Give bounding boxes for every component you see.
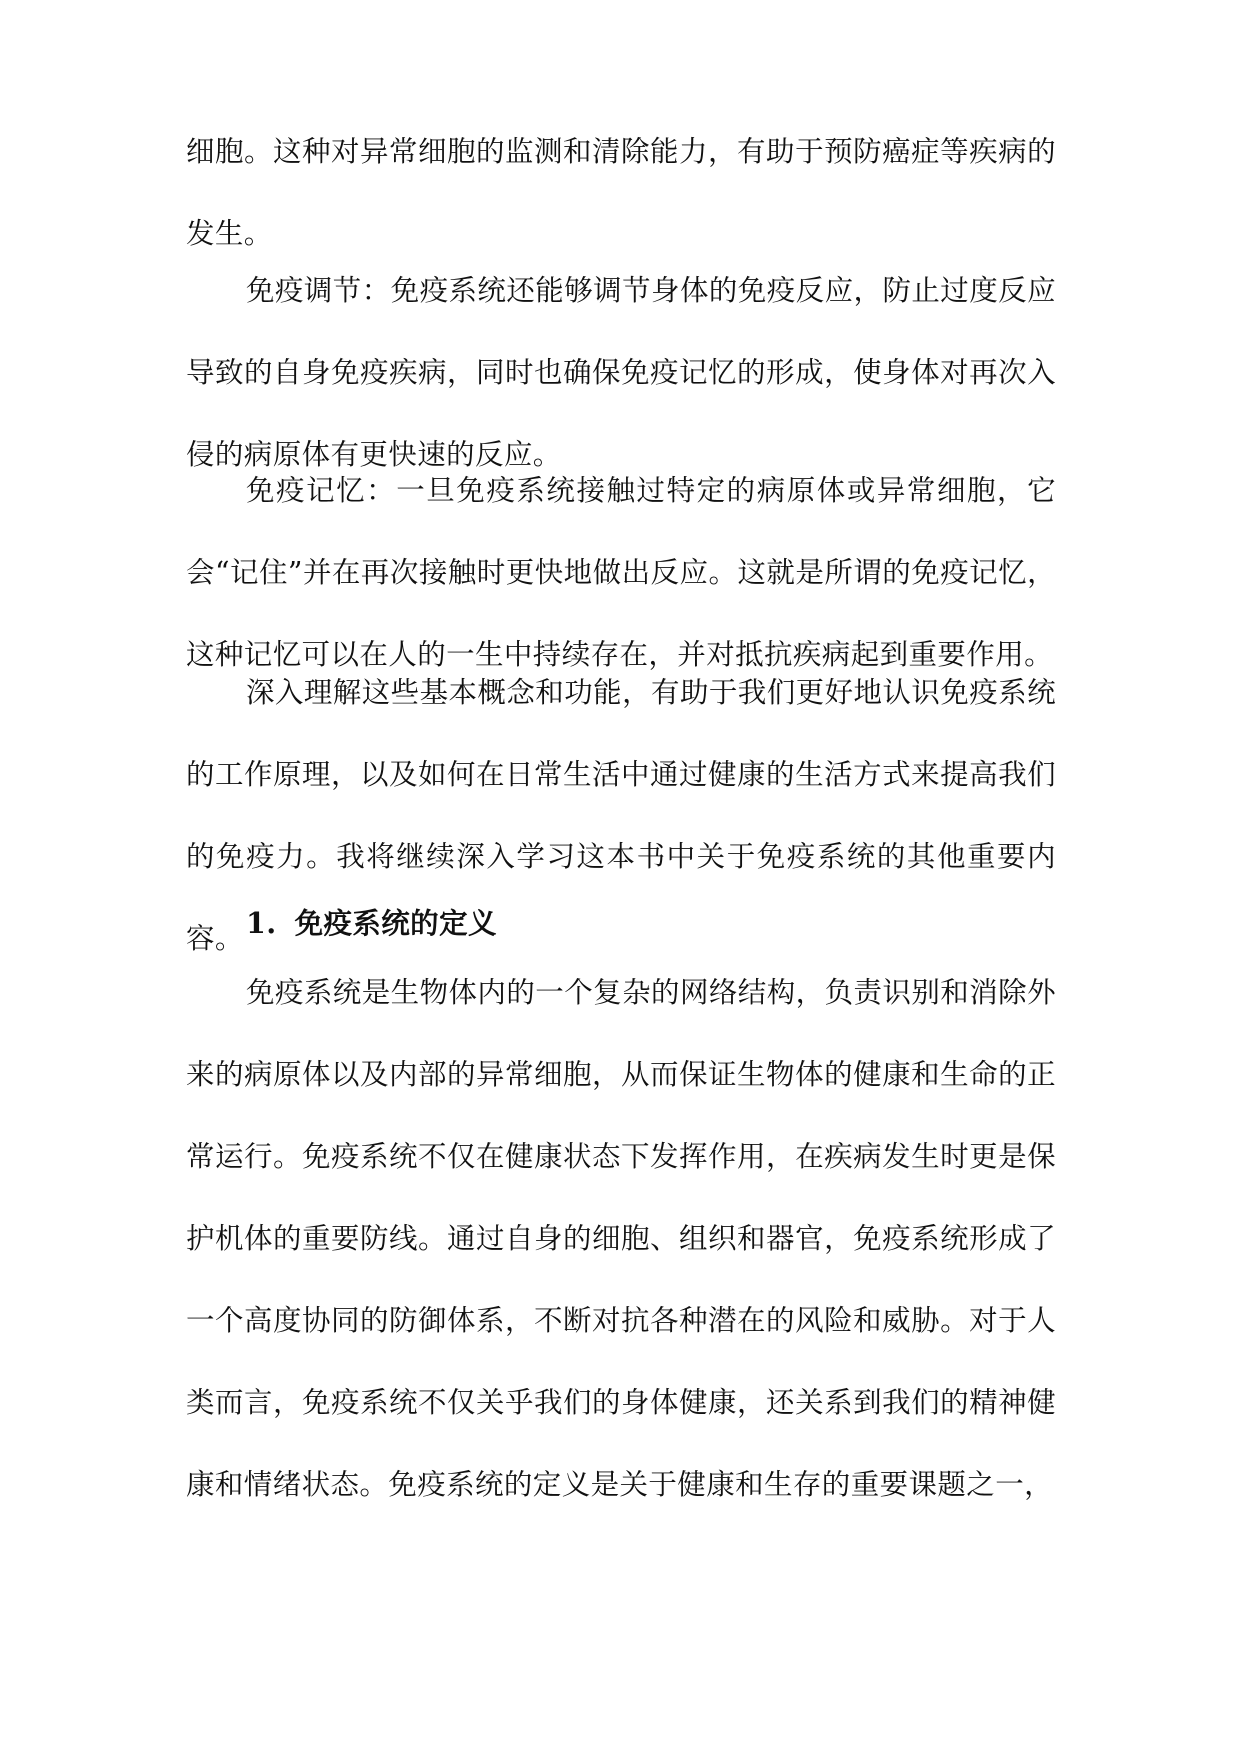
section-number: 1. bbox=[246, 906, 277, 940]
section-title: 免疫系统的定义 bbox=[294, 906, 497, 940]
paragraph-immune-memory: 免疫记忆：一旦免疫系统接触过特定的病原体或异常细胞，它会“记住”并在再次接触时更快地做出反应。这就是所谓的免疫记忆，这种记忆可以在人的一生中持续存在，并对抵抗疾病起到重要作用。 bbox=[186, 474, 1056, 671]
paragraph-immune-regulation: 免疫调节：免疫系统还能够调节身体的免疫反应，防止过度反应导致的自身免疫疾病，同时也确保免疫记忆的形成，使身体对再次入侵的病原体有更快速的反应。 bbox=[186, 274, 1056, 471]
paragraph-definition: 免疫系统是生物体内的一个复杂的网络结构，负责识别和消除外来的病原体以及内部的异常细胞，从而保证生物体的健康和生命的正常运行。免疫系统不仅在健康状态下发挥作用，在疾病发生时更是保护机体的重要防线。通过自身的细胞、组织和器官，免疫系统形成了一个高度协同的防御体系，不断对抗各种潜在的风险和威胁。对于人类而言，免疫系统不仅关乎我们的身体健康，还关系到我们的精神健康和情绪状态。免疫系统的定义是关于健康和生存的重要课题之一， bbox=[186, 976, 1056, 1501]
paragraph-cell-monitoring: 细胞。这种对异常细胞的监测和清除能力，有助于预防癌症等疾病的发生。 bbox=[186, 135, 1056, 250]
paragraph-summary: 深入理解这些基本概念和功能，有助于我们更好地认识免疫系统的工作原理，以及如何在日常生活中通过健康的生活方式来提高我们的免疫力。我将继续深入学习这本书中关于免疫系统的其他重要内容。 bbox=[186, 676, 1056, 955]
